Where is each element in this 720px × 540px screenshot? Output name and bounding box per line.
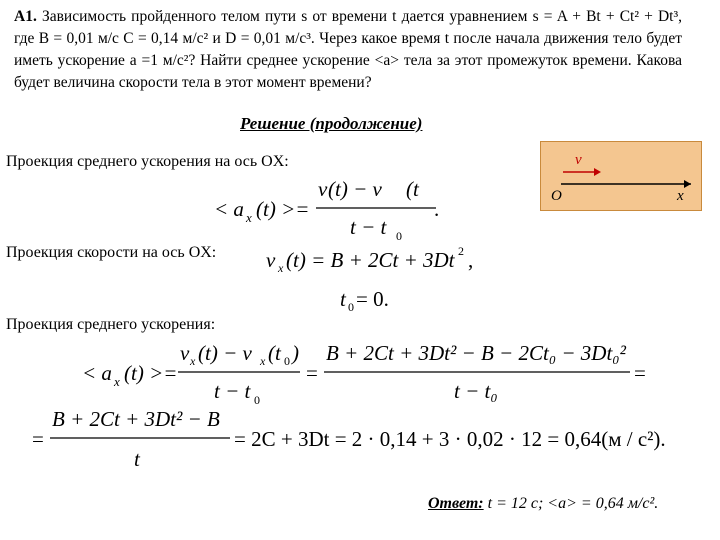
f5-den: t	[134, 447, 140, 471]
f1-den: t − t	[350, 215, 387, 239]
velocity-vector-label: v	[575, 152, 582, 168]
f3-rest: = 0.	[356, 287, 389, 311]
axis-diagram-svg	[541, 142, 701, 210]
x-axis-label: x	[677, 188, 684, 204]
solution-heading: Решение (продолжение)	[240, 114, 423, 133]
f4-num1: v	[180, 341, 190, 365]
f1-lhs-sub: x	[246, 210, 252, 225]
formula-avg-accel-definition	[200, 174, 460, 244]
f4-mid-num: B + 2Ct + 3Dt² − B − 2Ct₀ − 3Dt₀²	[326, 341, 626, 365]
answer	[428, 495, 658, 513]
svg-text:): )	[292, 341, 299, 365]
formula-velocity	[260, 240, 490, 276]
formula-avg-accel-expanded	[78, 340, 658, 406]
answer-text: t = 12 с; <a> = 0,64 м/с².	[487, 495, 659, 512]
f4-lhs-sub: x	[114, 374, 120, 389]
x-axis-arrow-icon	[684, 180, 691, 188]
axis-diagram	[540, 141, 702, 211]
svg-text:(t: (t	[268, 341, 281, 365]
svg-text:0: 0	[254, 393, 260, 406]
f2-rest: (t) = B + 2Ct + 3Dt	[286, 248, 455, 272]
formula-t0	[336, 282, 416, 314]
problem-text: Зависимость пройденного телом пути s от времени t дается уравнением s = A + Bt + Ct² + Dt³, где B = 0,01 м/с C = 0,14 м/с² и D = 0,01 м/с³. Через какое время t после начала движения тело будет иметь ускорение a =1 м/с²? Найти среднее ускорение <a> тела за этот промежуток времени. Какова будет величина скорости тела в этот момент времени?	[14, 8, 683, 91]
f4-den1: t − t	[214, 379, 251, 403]
f4-mid-den: t − t₀	[454, 379, 498, 403]
label-avg-accel: Проекция среднего ускорения:	[6, 316, 216, 333]
f1-num-rest: (t) − v	[328, 177, 382, 201]
svg-text:x: x	[190, 354, 196, 368]
f3-sub: 0	[348, 300, 354, 314]
f1-period: .	[434, 197, 440, 221]
label-velocity-projection: Проекция скорости на ось OX:	[6, 244, 217, 261]
label-avg-accel-projection: Проекция среднего ускорения на ось OX:	[6, 153, 289, 170]
f3-t: t	[340, 287, 346, 311]
f5-eq: =	[32, 427, 44, 451]
svg-text:x: x	[260, 354, 266, 368]
f1-den-sub: 0	[396, 229, 402, 243]
f4-eq2: =	[634, 361, 646, 385]
f4-eq1: =	[306, 361, 318, 385]
f1-num: v	[318, 177, 328, 201]
f5-rest: = 2C + 3Dt = 2 · 0,14 + 3 · 0,02 · 12 = 0,64(м / c²).	[234, 427, 666, 451]
f5-num: B + 2Ct + 3Dt² − B	[52, 408, 220, 431]
origin-label: O	[551, 188, 562, 204]
f4-lhs: < a	[82, 361, 112, 385]
f2-comma: ,	[468, 248, 474, 272]
svg-text:0: 0	[284, 354, 290, 368]
velocity-arrow-icon	[594, 168, 601, 176]
f4-lhs-arg: (t) >=	[124, 361, 178, 385]
problem-number: А1.	[14, 8, 37, 25]
f2-sub: x	[278, 261, 284, 275]
answer-label: Ответ:	[428, 495, 484, 512]
problem-statement	[14, 6, 682, 94]
f1-lhs-arg: (t) >=	[256, 197, 310, 221]
f2-v: v	[266, 248, 276, 272]
f1-lhs: < a	[214, 197, 244, 221]
svg-text:(t) − v: (t) − v	[198, 341, 252, 365]
f2-exp: 2	[458, 244, 464, 258]
formula-avg-accel-result	[30, 408, 690, 476]
f1-num-end: (t	[406, 177, 419, 201]
